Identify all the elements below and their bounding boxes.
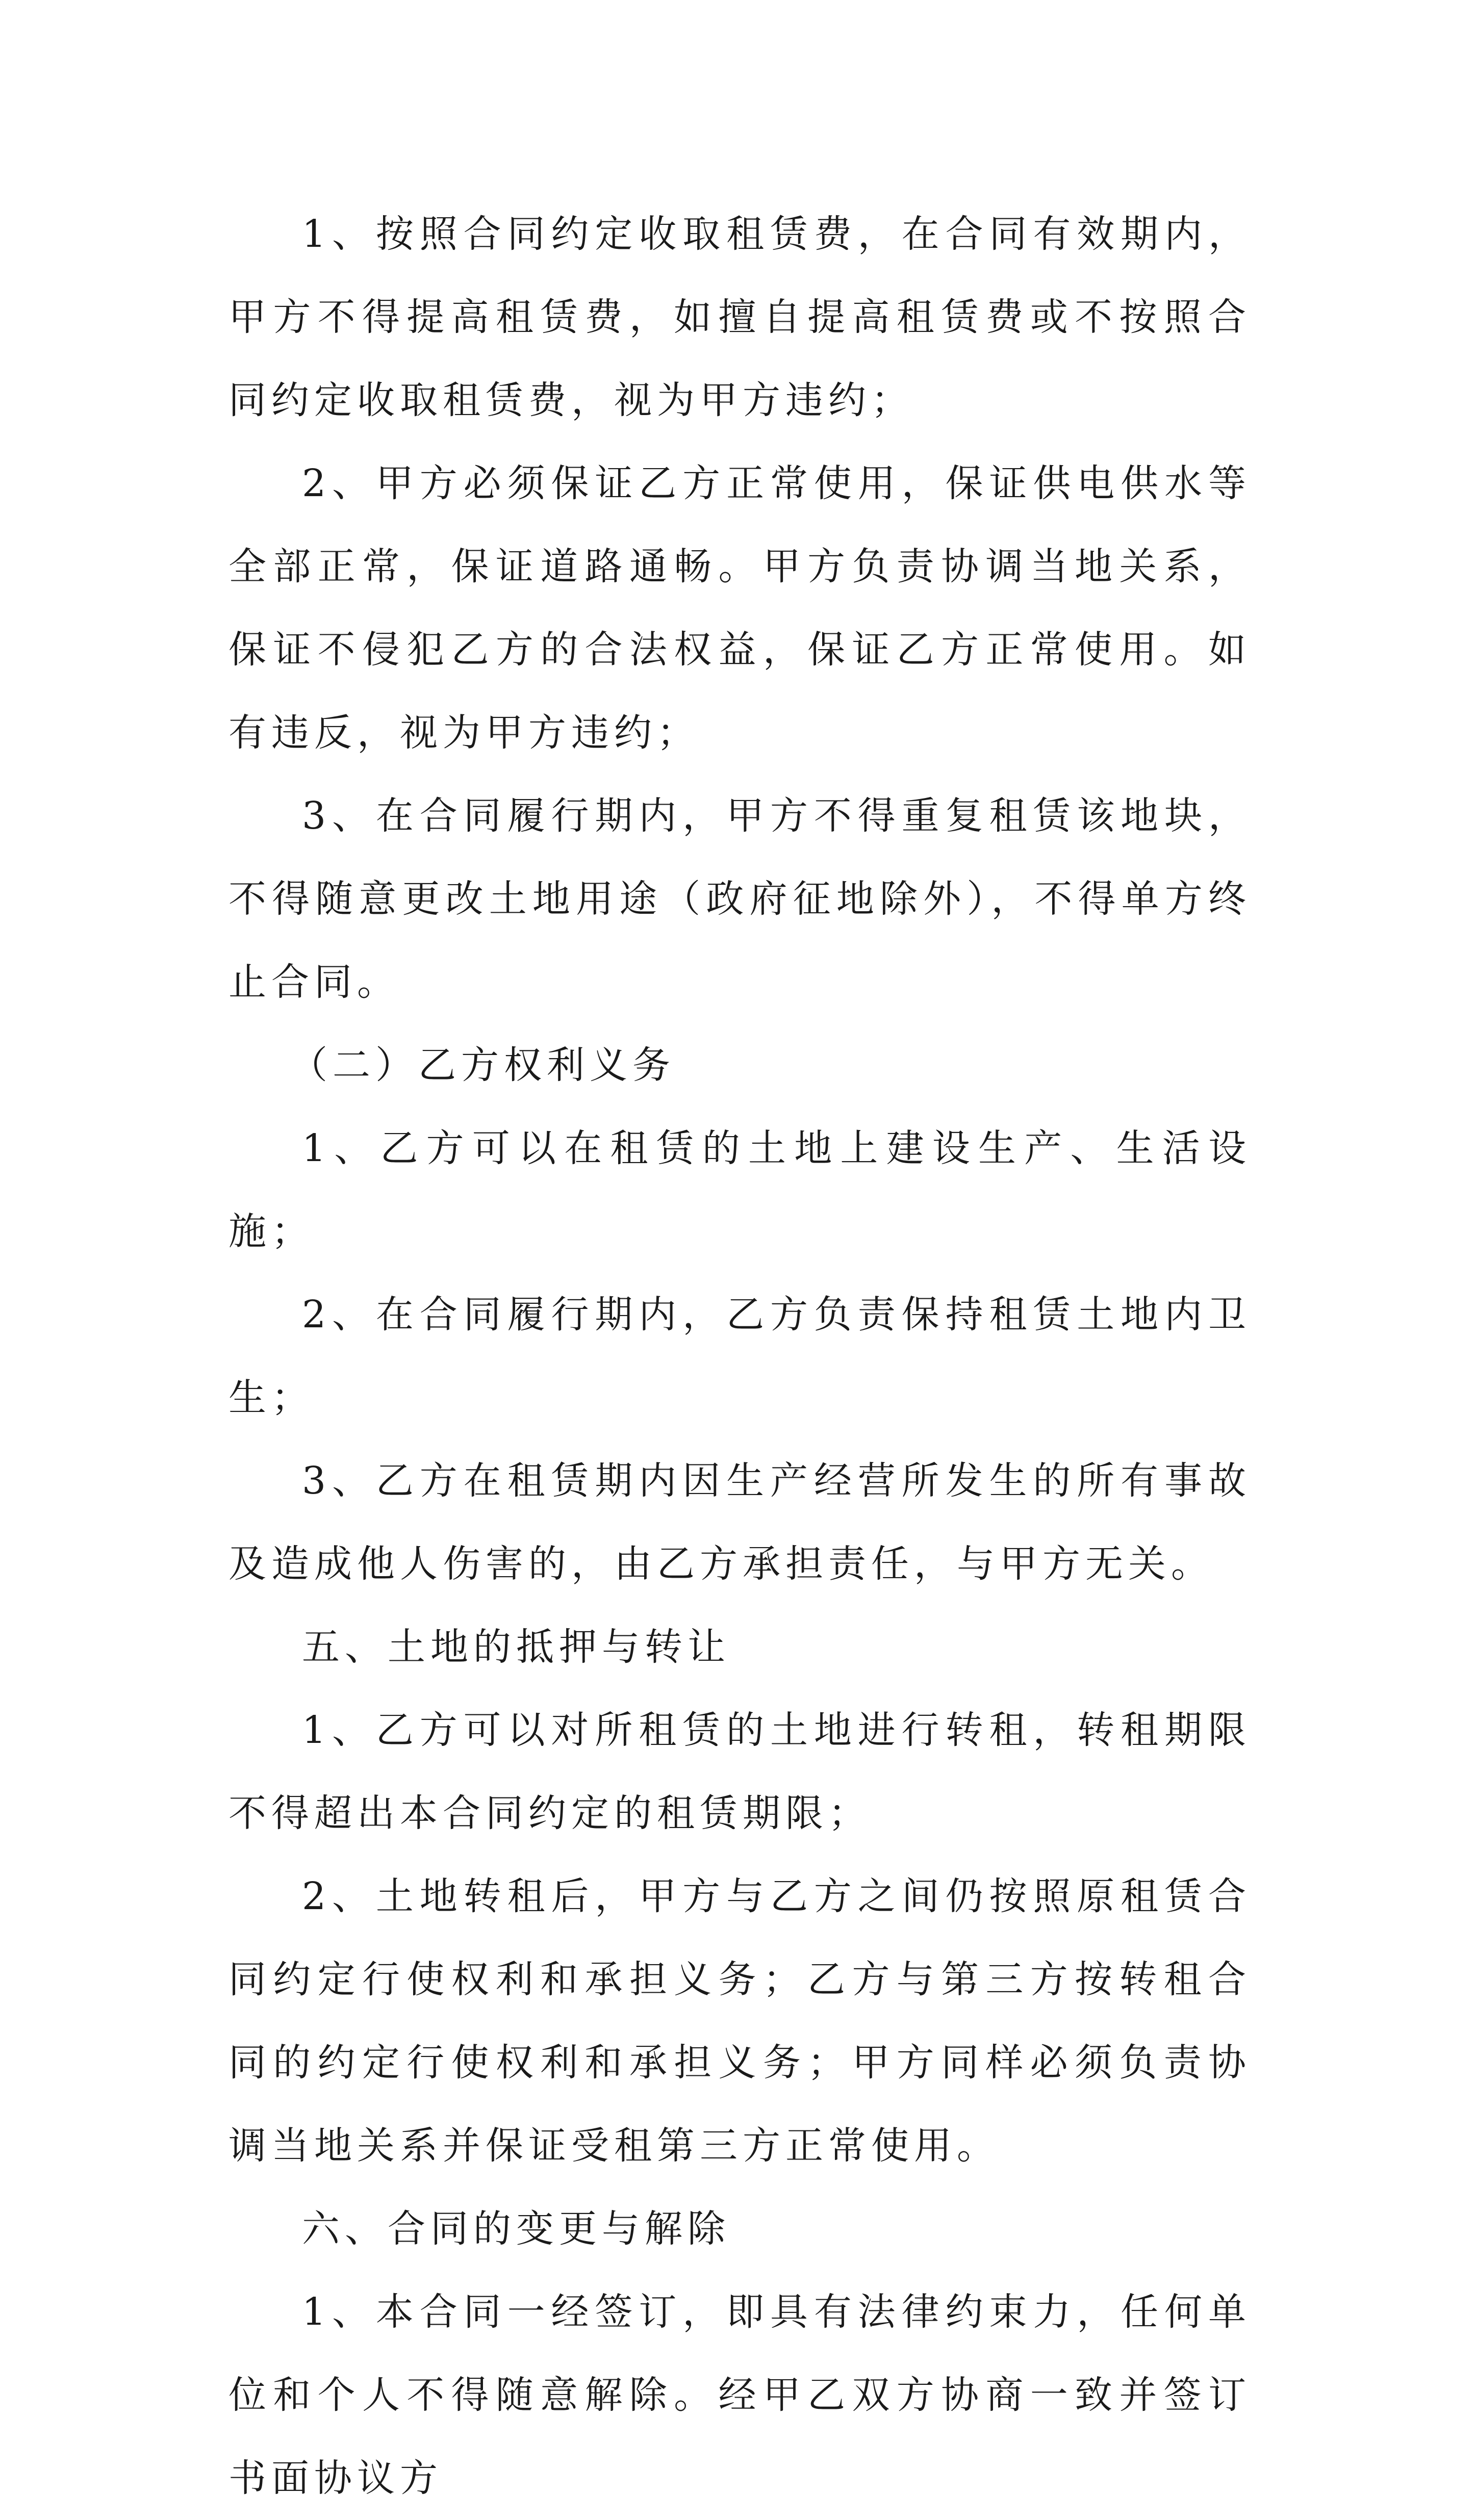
paragraph-transfer-2: 2、土地转租后，甲方与乙方之间仍按照原租赁合同约定行使权利和承担义务；乙方与第三方按转租合同的约定行使权利和承担义务；甲方同样必须负责协调当地关系并保证受租第三方正常使用。 xyxy=(228,1874,1251,2168)
paragraph-change-1: 1、本合同一经签订，即具有法律约束力，任何单位和个人不得随意解除。经甲乙双方协商一致并签订书面协议方 xyxy=(228,2290,1251,2500)
paragraph-a-1: 1、按照合同约定收取租赁费，在合同有效期内，甲方不得提高租赁费，如擅自提高租赁费或不按照合同约定收取租赁费，视为甲方违约； xyxy=(228,212,1251,422)
paragraph-transfer-1: 1、乙方可以对所租赁的土地进行转租，转租期限不得超出本合同约定的租赁期限； xyxy=(228,1708,1251,1835)
paragraph-b-1: 1、乙方可以在租赁的土地上建设生产、生活设施； xyxy=(228,1126,1251,1253)
paragraph-b-2: 2、在合同履行期内，乙方负责保持租赁土地内卫生； xyxy=(228,1293,1251,1420)
paragraph-a-2: 2、甲方必须保证乙方正常使用，保证供电供水等全部正常，保证道路通畅。甲方负责协调当地关系，保证不侵犯乙方的合法权益，保证乙方正常使用。如有违反，视为甲方违约； xyxy=(228,461,1251,755)
document-body xyxy=(228,193,1251,2520)
paragraph-a-3: 3、在合同履行期内，甲方不得重复租赁该地块，不得随意更改土地用途（政府征地除外），不得单方终止合同。 xyxy=(228,794,1251,1004)
section-heading-party-b-rights: （二）乙方权利义务 xyxy=(290,1043,675,1087)
section-heading-change-termination: 六、合同的变更与解除 xyxy=(302,2207,730,2251)
section-heading-mortgage-transfer: 五、土地的抵押与转让 xyxy=(302,1625,730,1669)
paragraph-b-3: 3、乙方在租赁期内因生产经营所发生的所有事故及造成他人伤害的，由乙方承担责任，与甲方无关。 xyxy=(228,1459,1251,1586)
